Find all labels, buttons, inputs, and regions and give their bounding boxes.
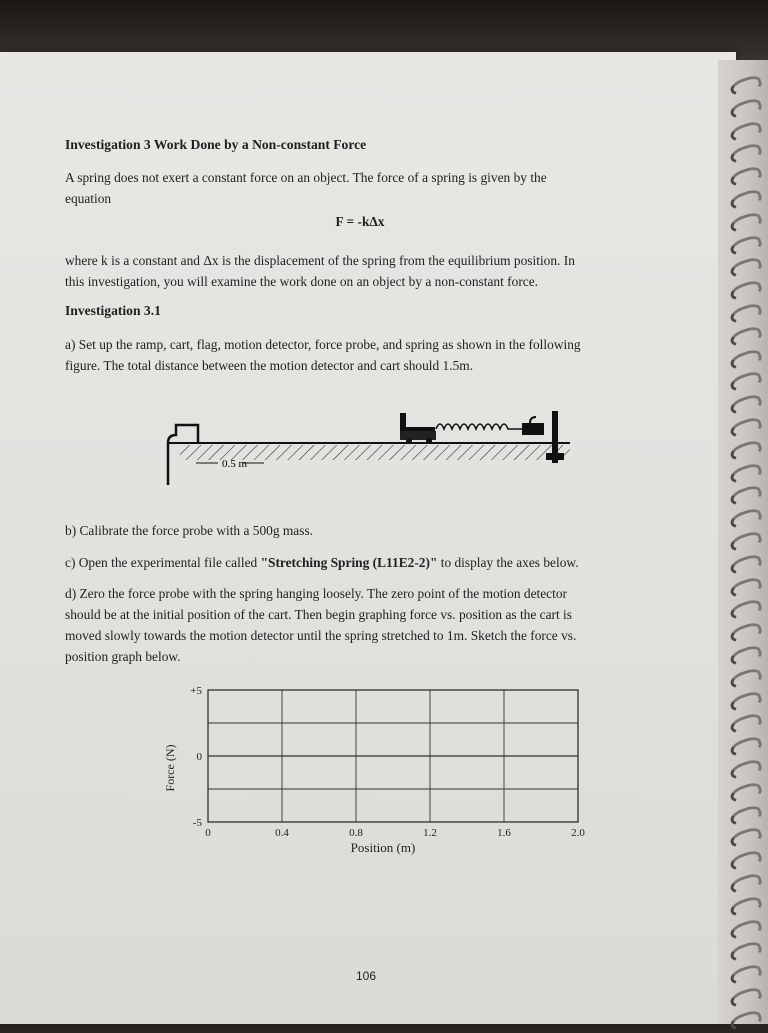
setup-diagram bbox=[150, 405, 580, 495]
x-tick-label: 1.6 bbox=[497, 827, 511, 839]
step-c-post: to display the axes below. bbox=[437, 555, 579, 570]
force-position-graph bbox=[150, 680, 600, 870]
x-tick-label: 0 bbox=[205, 827, 211, 839]
step-d-line-4: position graph below. bbox=[65, 649, 181, 664]
step-d-line-1: d) Zero the force probe with the spring hanging loosely. The zero point of the motion detector bbox=[65, 586, 568, 601]
cart-wheel-left bbox=[406, 438, 412, 444]
y-axis-label: Force (N) bbox=[163, 744, 177, 792]
cart-wheel-right bbox=[426, 438, 432, 444]
force-probe bbox=[522, 423, 544, 435]
step-c bbox=[65, 552, 579, 573]
spring-equation: F = -kΔx bbox=[335, 214, 385, 229]
y-tick-label: -5 bbox=[192, 817, 202, 829]
distance-label: 0.5 m bbox=[222, 458, 248, 470]
step-d-line-2: should be at the initial position of the cart. Then begin graphing force vs. position as the cart is bbox=[65, 607, 572, 622]
step-a-line-1: a) Set up the ramp, cart, flag, motion detector, force probe, and spring as shown in the following bbox=[65, 337, 581, 352]
intro-line-1: A spring does not exert a constant force on an object. The force of a spring is given by the bbox=[65, 170, 547, 185]
step-d-line-3: moved slowly towards the motion detector until the spring stretched to 1m. Sketch the force vs. bbox=[65, 628, 577, 643]
y-tick-label: 0 bbox=[196, 751, 202, 763]
step-c-pre: c) Open the experimental file called bbox=[65, 555, 261, 570]
explanation-text bbox=[65, 250, 575, 292]
explanation-line-2: this investigation, you will examine the work done on an object by a non-constant force. bbox=[65, 274, 539, 289]
end-stop-base bbox=[546, 453, 564, 460]
subheading: Investigation 3.1 bbox=[65, 303, 161, 318]
step-c-filename: "Stretching Spring (L11E2-2)" bbox=[260, 555, 438, 570]
x-tick-label: 1.2 bbox=[423, 827, 437, 839]
step-a bbox=[65, 334, 581, 376]
x-tick-label: 0.8 bbox=[349, 827, 363, 839]
step-d bbox=[65, 583, 576, 667]
intro-line-2: equation bbox=[65, 191, 112, 206]
x-tick-label: 2.0 bbox=[571, 827, 585, 839]
probe-hook bbox=[530, 417, 536, 423]
section-heading: Investigation 3 Work Done by a Non-constant Force bbox=[65, 137, 367, 152]
spring bbox=[436, 424, 522, 429]
step-a-line-2: figure. The total distance between the motion detector and cart should 1.5m. bbox=[65, 358, 474, 373]
intro-text bbox=[65, 167, 547, 209]
page-number: 106 bbox=[356, 969, 377, 983]
x-axis-label: Position (m) bbox=[350, 840, 416, 855]
y-tick-label: +5 bbox=[190, 685, 202, 697]
step-b: b) Calibrate the force probe with a 500g mass. bbox=[65, 523, 314, 538]
explanation-line-1: where k is a constant and Δx is the displacement of the spring from the equilibrium position. In bbox=[65, 253, 575, 268]
x-tick-label: 0.4 bbox=[275, 827, 289, 839]
